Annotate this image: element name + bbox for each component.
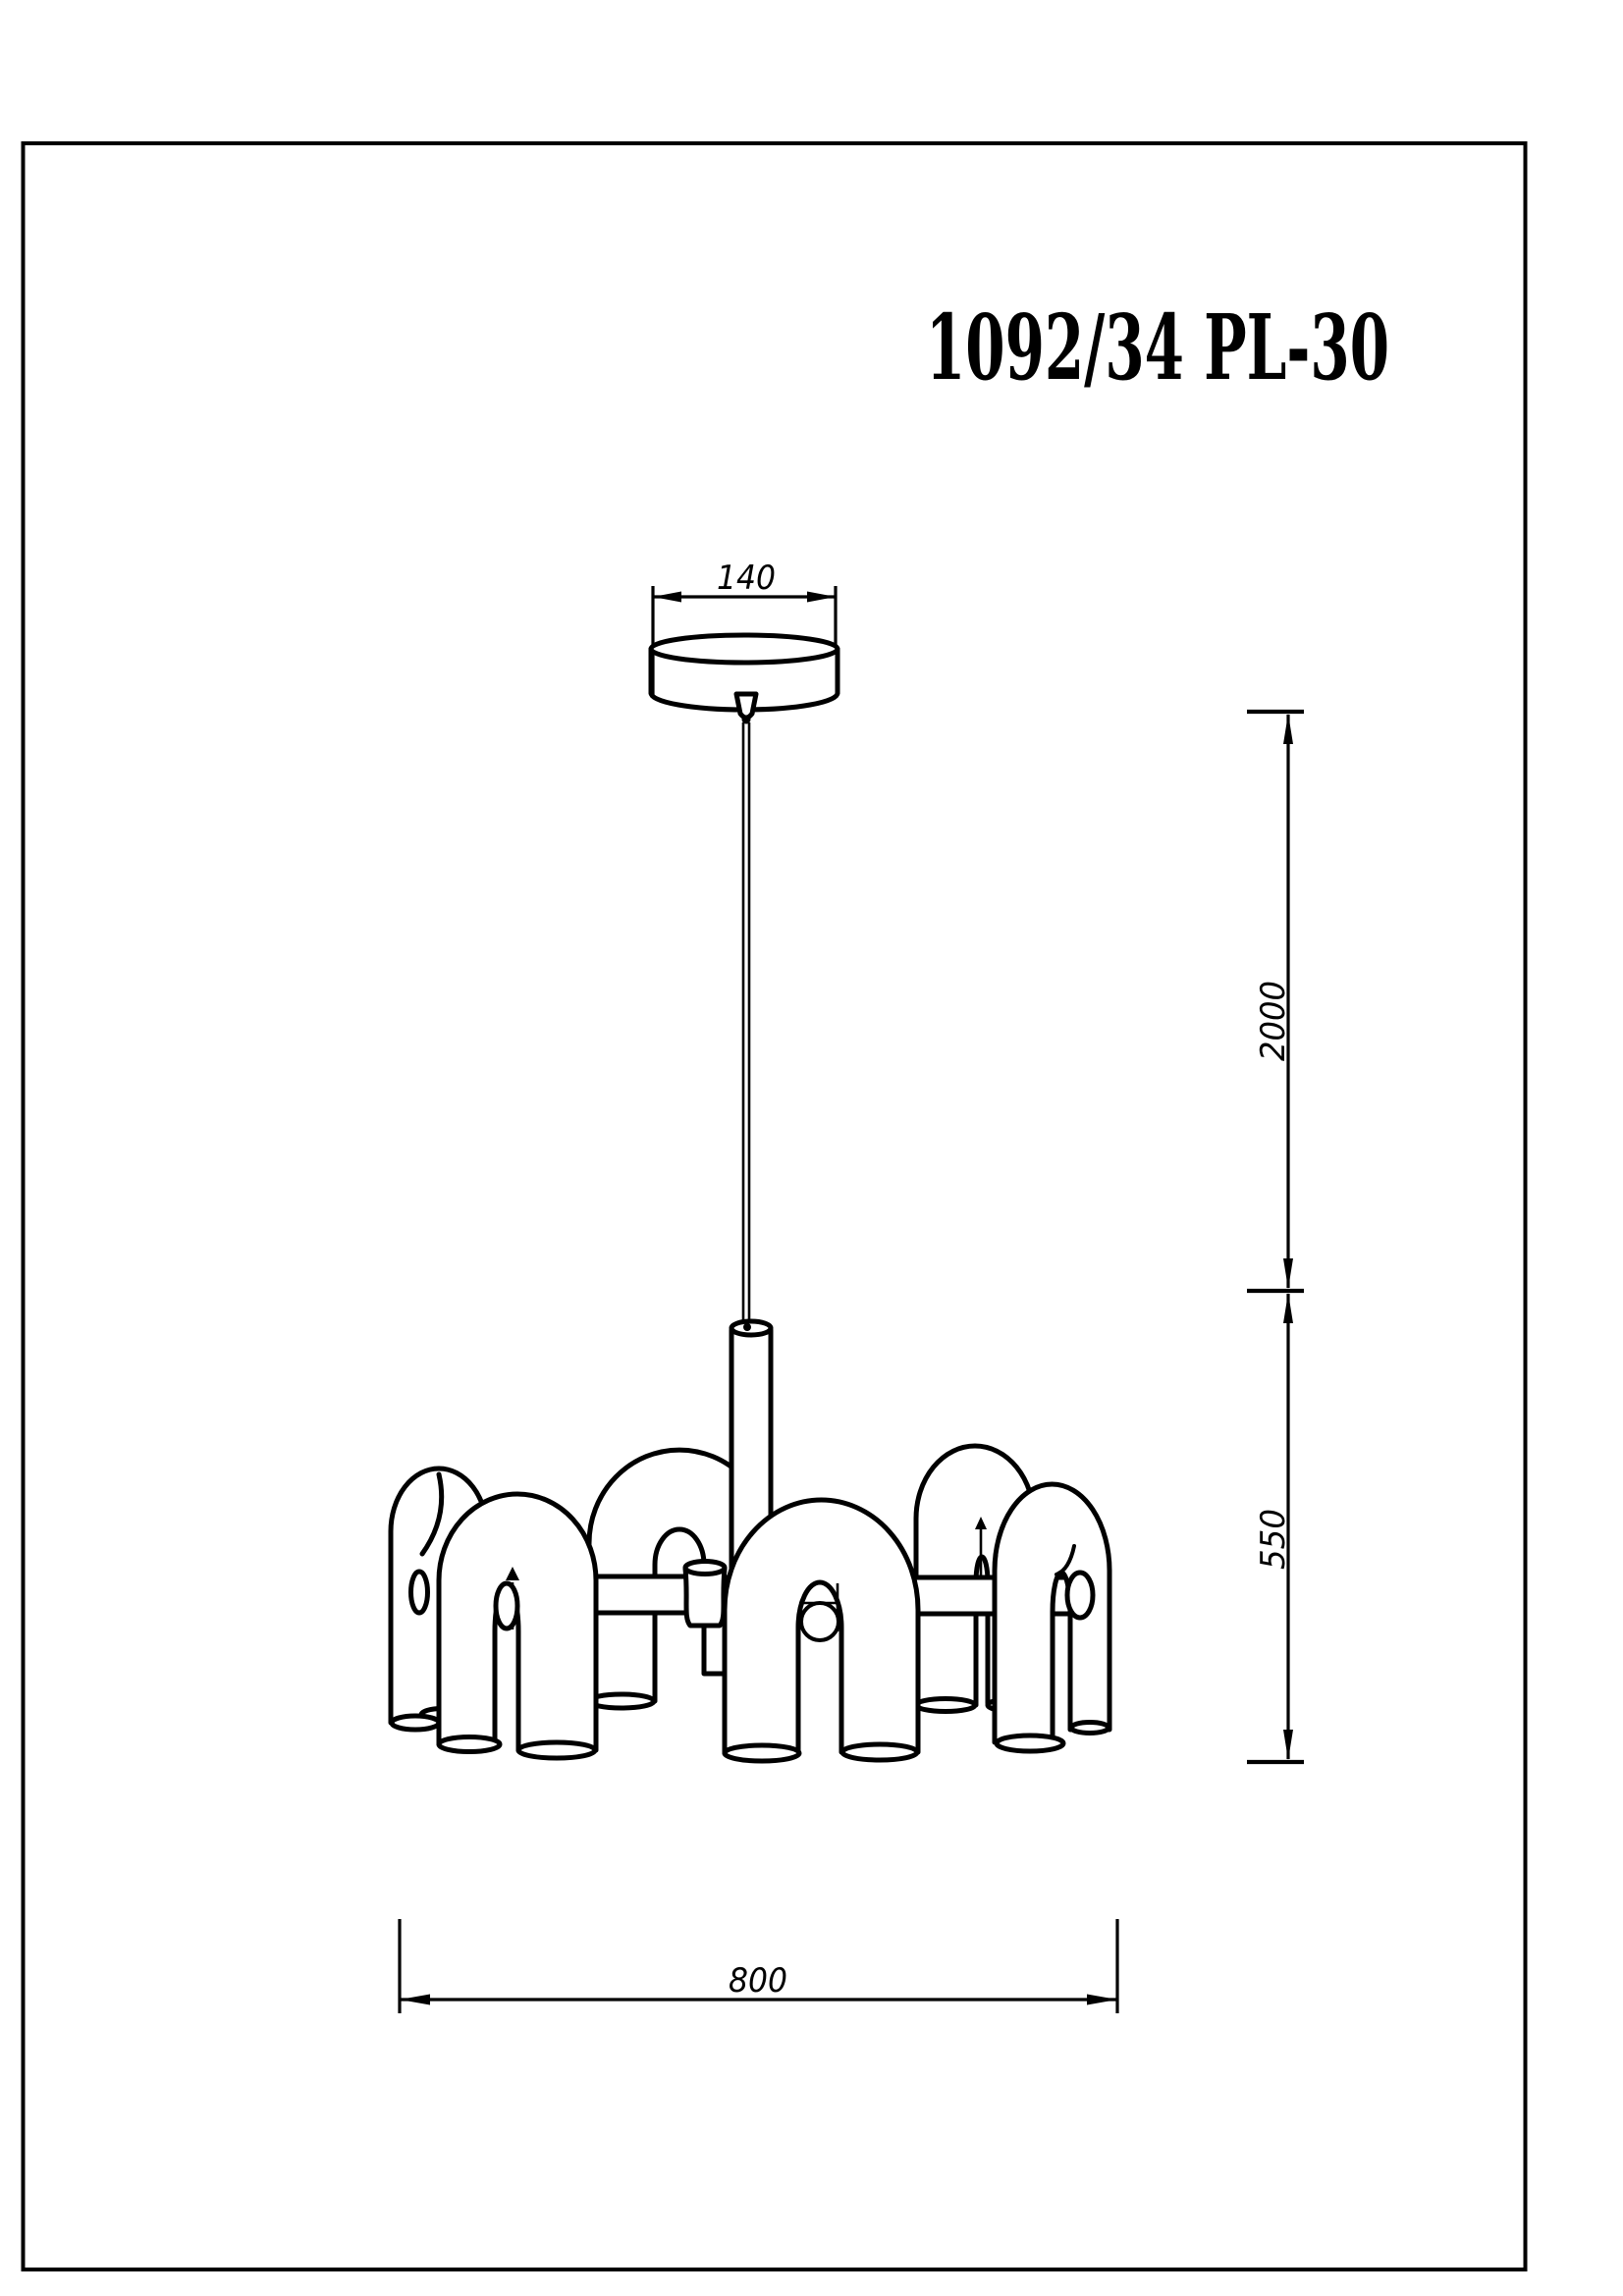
stem-top [731,1321,771,1335]
cord-grip [736,694,756,718]
drawing-frame [24,143,1526,2269]
tube-mouth [439,1737,500,1752]
suspension-cable [743,722,749,1325]
tube-arch [439,1494,596,1750]
dim-label-height: 550 [1254,1506,1293,1570]
dim-arrow-down-icon [1283,1730,1293,1760]
socket-hole [496,1583,517,1629]
cup-body [685,1569,725,1626]
tube-mouth [725,1745,799,1761]
dim-arrow-down-icon [1283,1258,1293,1289]
dim-arrow-up-icon [1283,1293,1293,1323]
dim-arrow-left-icon [653,592,681,603]
dim-label-width: 800 [729,1961,787,2001]
hub-cup [685,1562,725,1627]
dim-label-canopy: 140 [717,559,776,598]
dim-arrow-left-icon [400,1995,430,2005]
dim-arrow-up-icon [1283,714,1293,744]
cable-knot [743,1323,751,1331]
tube-mouth [916,1699,975,1712]
bulb-face [801,1603,839,1640]
tube-mouth [392,1716,439,1730]
arch-front-left [439,1494,596,1758]
dim-arrow-right-icon [807,592,836,603]
socket-hole [1067,1573,1093,1618]
tube-mouth [1071,1723,1109,1734]
canopy [651,635,838,724]
arch-front-right [995,1484,1109,1751]
page-title: 1092/34 PL-30 [926,294,1389,400]
cable-dimension [1247,712,1304,1291]
tube-mouth [997,1735,1063,1751]
tube-mouth [842,1744,917,1760]
tube-mouth [589,1694,654,1708]
canopy-dimension [653,559,836,697]
dim-label-cable: 2000 [1254,976,1293,1061]
tube-arch [995,1484,1109,1742]
tube-mouth [518,1742,595,1758]
canopy-top [651,635,838,663]
fixture-height-dimension [1247,1293,1304,1762]
fixture-width-dimension [400,1919,1117,2013]
dim-arrow-right-icon [1087,1995,1117,2005]
socket-hole [411,1572,428,1613]
cup-top [685,1562,725,1575]
arch-front-center [725,1500,918,1761]
